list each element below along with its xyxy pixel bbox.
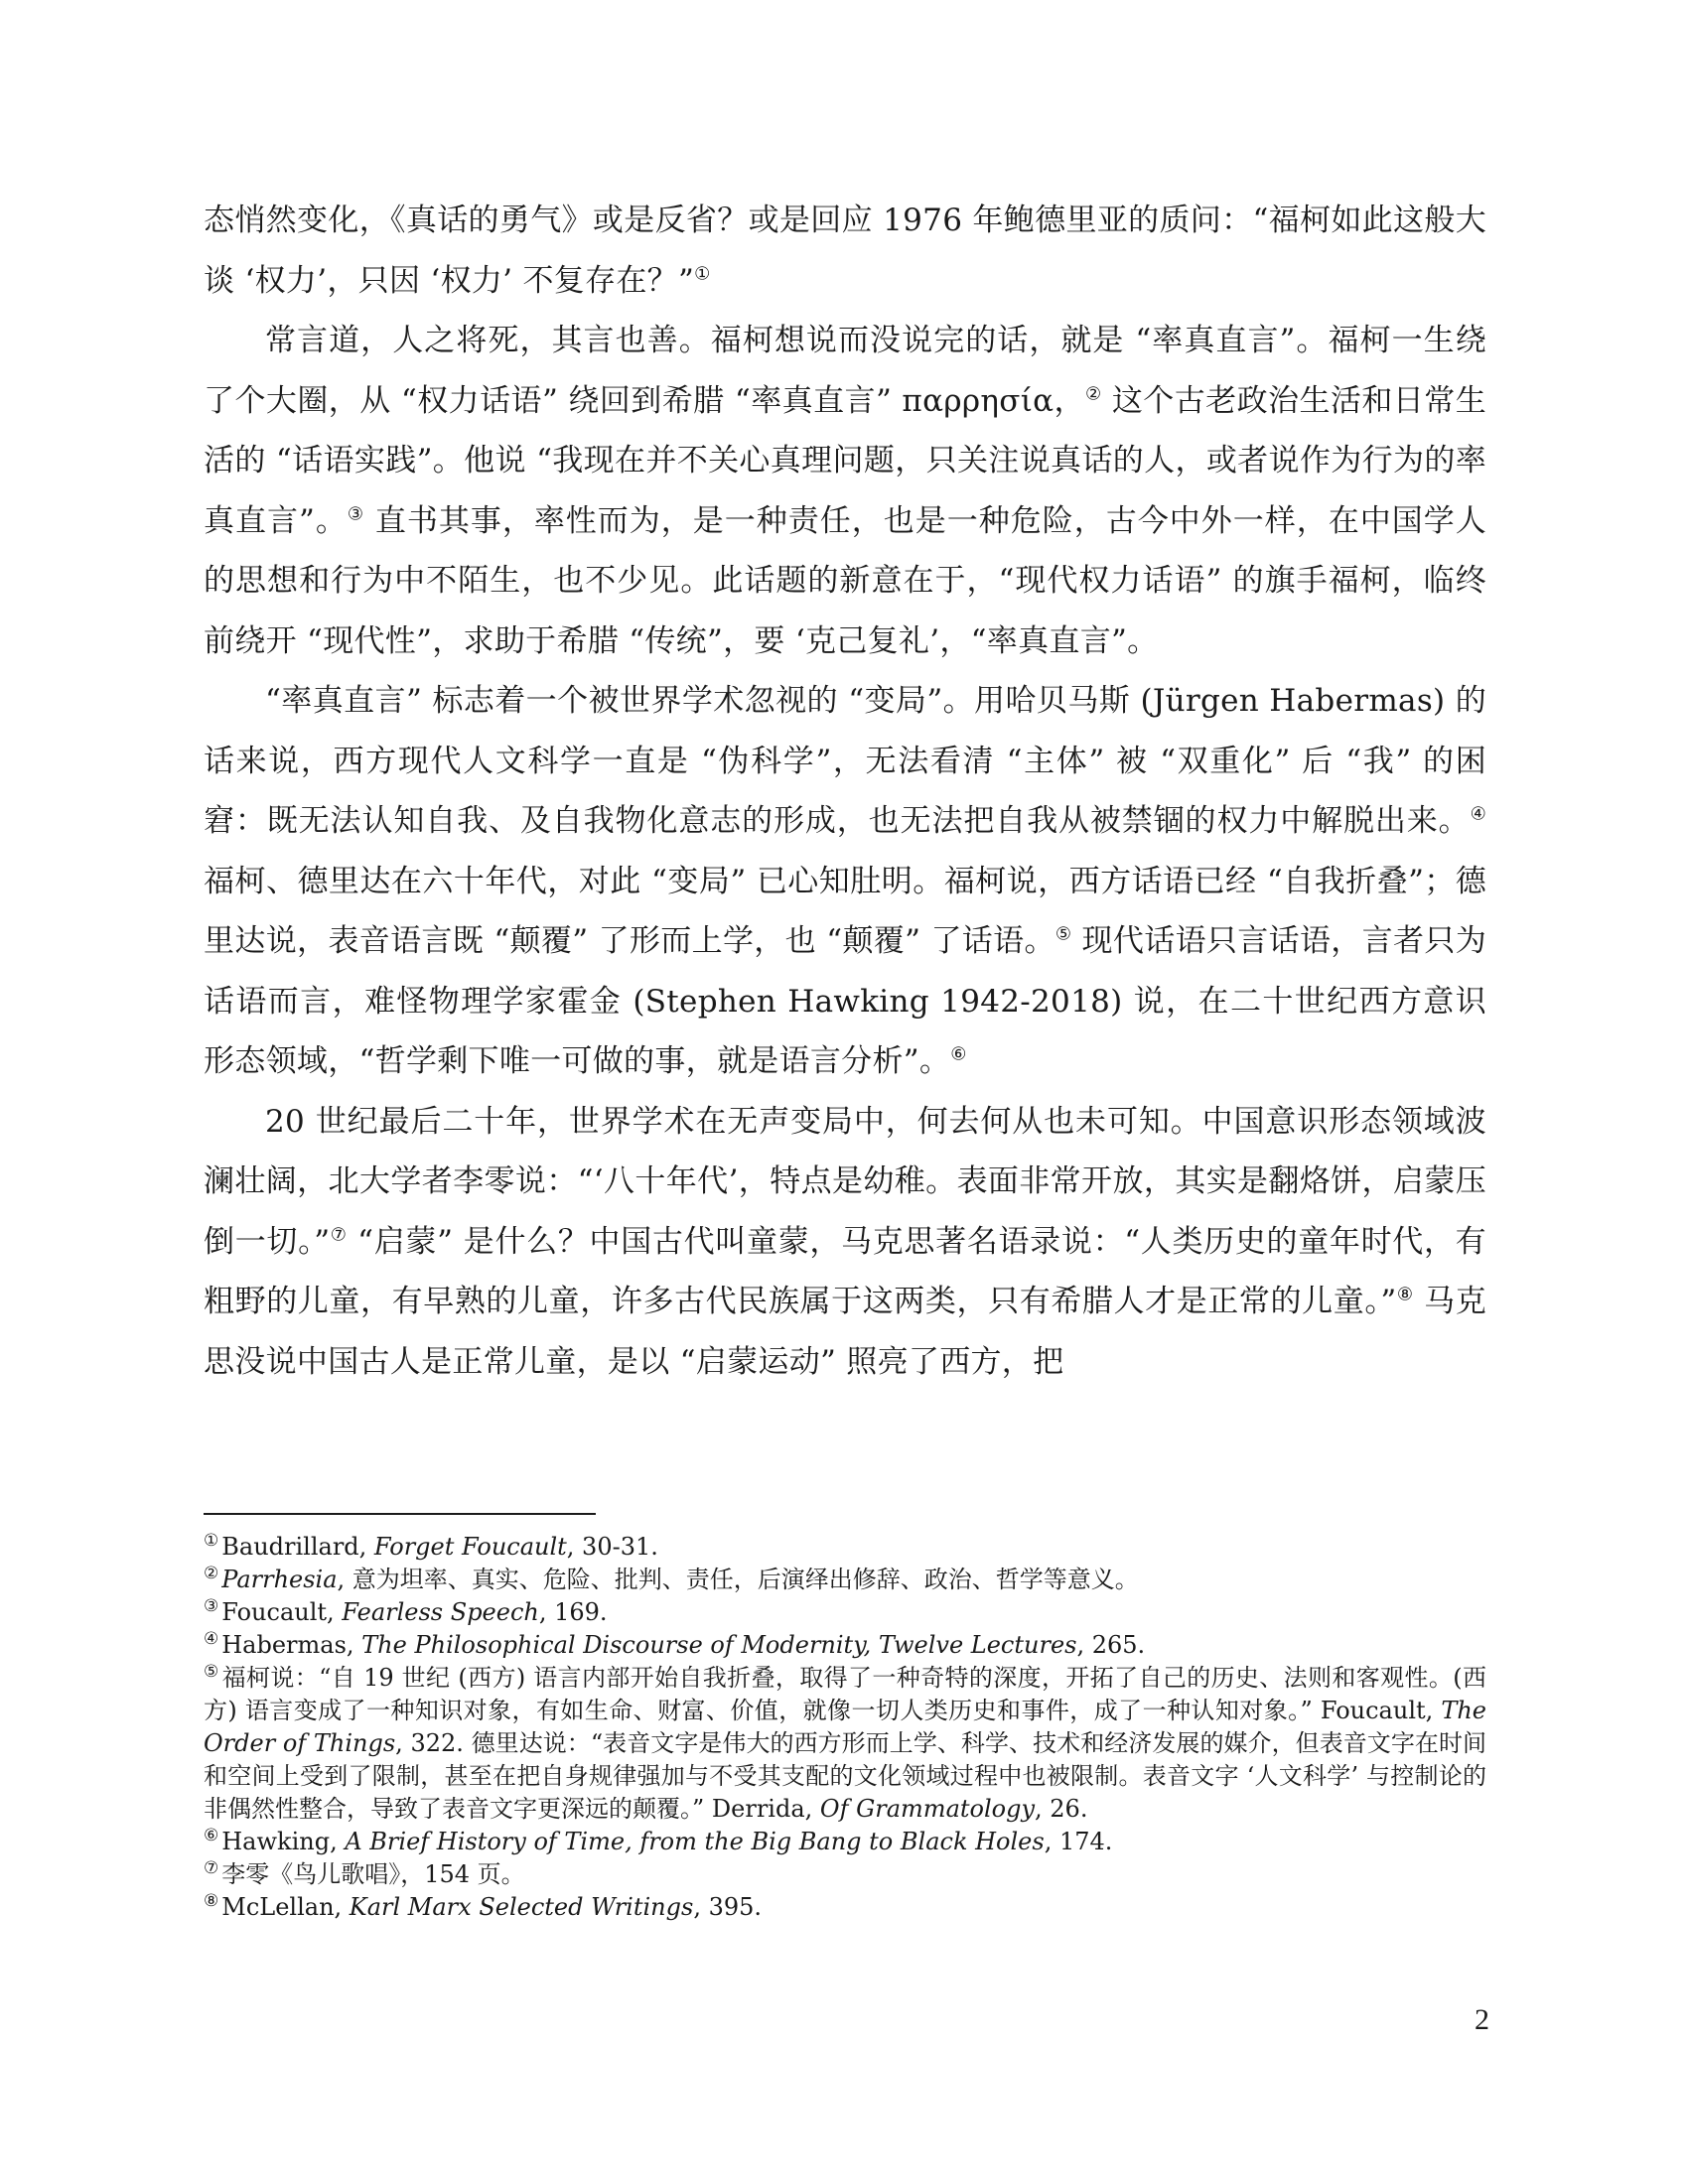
citation-title: Karl Marx Selected Writings — [349, 1893, 694, 1921]
footnote-text: , 169. — [538, 1598, 608, 1626]
citation-title: The Philosophical Discourse of Modernity, Twelve Lectures — [361, 1631, 1077, 1659]
footnote-reference: ③ — [347, 503, 364, 525]
text-run: 直书其事，率性而为，是一种责任，也是一种危险，古今中外一样，在中国学人的思想和行为中不陌生，也不少见。此话题的新意在于，“现代权力话语” 的旗手福柯，临终前绕开 “现代性”，求助于希腊 “传统”，要 ‘克己复礼’，“率真直言”。 — [204, 502, 1487, 659]
page-number: 2 — [1475, 2003, 1489, 2036]
footnote — [204, 1891, 1486, 1924]
footnote — [204, 1662, 1486, 1826]
footnote-text: Foucault, — [221, 1598, 343, 1626]
footnote-marker: ④ — [204, 1629, 219, 1649]
footnote-reference: ⑧ — [1396, 1284, 1414, 1305]
body-paragraph — [204, 311, 1486, 671]
citation-title: Parrhesia — [221, 1566, 338, 1593]
text-run: “启蒙” 是什么？中国古代叫童蒙，马克思著名语录说：“人类历史的童年时代，有粗野的儿童，有早熟的儿童，许多古代民族属于这两类，只有希腊人才是正常的儿童。” — [204, 1223, 1486, 1319]
footnote-reference: ④ — [1470, 803, 1486, 825]
footnote-reference: ⑦ — [330, 1224, 348, 1246]
footnote-text: 福柯说：“自 19 世纪 (西方) 语言内部开始自我折叠，取得了一种奇特的深度，开拓了自己的历史、法则和客观性。(西方) 语言变成了一种知识对象，有如生命、财富、价值，就像一切人类历史和事件，成了一种认知对象。” Foucault, — [204, 1664, 1486, 1724]
citation-title: The Order of Things — [204, 1697, 1486, 1757]
footnote-marker: ③ — [204, 1596, 219, 1616]
footnote-marker: ② — [204, 1564, 219, 1583]
citation-title: A Brief History of Time, from the Big Bang to Black Holes — [345, 1828, 1045, 1855]
footnote-text: , 395. — [693, 1893, 763, 1921]
footnote-text: , 265. — [1076, 1631, 1146, 1659]
footnote-text: 李零《鸟儿歌唱》，154 页。 — [221, 1860, 525, 1888]
footnote — [204, 1531, 1486, 1564]
footnote — [204, 1596, 1486, 1629]
footnote — [204, 1858, 1486, 1891]
footnote-text: , 174. — [1044, 1828, 1113, 1855]
body-paragraph — [204, 1092, 1486, 1393]
footnote-text: , 30-31. — [566, 1533, 658, 1561]
footnote-text: Hawking, — [221, 1828, 346, 1855]
citation-title: Fearless Speech — [342, 1598, 539, 1626]
footnote-marker: ⑦ — [204, 1858, 219, 1878]
footnote-text: , 意为坦率、真实、危险、批判、责任，后演绎出修辞、政治、哲学等意义。 — [337, 1566, 1139, 1593]
text-run: 态悄然变化，《真话的勇气》或是反省？或是回应 1976 年鲍德里亚的质问：“福柯如此这般大谈 ‘权力’，只因 ‘权力’ 不复存在？” — [204, 203, 1486, 299]
footnote — [204, 1629, 1486, 1662]
citation-title: Of Grammatology — [819, 1795, 1036, 1823]
text-run: 20 世纪最后二十年，世界学术在无声变局中，何去何从也未可知。中国意识形态领域波澜壮阔，北大学者李零说：“‘八十年代’，特点是幼稚。表面非常开放，其实是翻烙饼，启蒙压倒一切。” — [204, 1103, 1486, 1260]
footnote-reference: ② — [1084, 383, 1102, 405]
footnote-marker: ⑥ — [204, 1826, 219, 1845]
body-paragraph — [204, 191, 1486, 311]
text-run: 常言道，人之将死，其言也善。福柯想说而没说完的话，就是 “率真直言”。福柯一生绕了个大圈，从 “权力话语” 绕回到希腊 “率真直言” παρρησία， — [204, 323, 1486, 419]
footnote-reference: ⑤ — [1055, 923, 1072, 945]
footnote-reference: ⑥ — [950, 1043, 967, 1065]
footnote-marker: ⑧ — [204, 1891, 219, 1911]
footnote-text: McLellan, — [221, 1893, 350, 1921]
text-run: 现代话语只言话语，言者只为话语而言，难怪物理学家霍金 (Stephen Hawking 1942-2018) 说，在二十世纪西方意识形态领域，“哲学剩下唯一可做的事，就是语言分析”。 — [204, 923, 1486, 1079]
footnote — [204, 1564, 1486, 1596]
footnote-text: Baudrillard, — [221, 1533, 374, 1561]
footnote-text: , 26. — [1035, 1795, 1088, 1823]
citation-title: Forget Foucault — [373, 1533, 567, 1561]
footnote-reference: ① — [694, 263, 711, 285]
text-run: “率真直言” 标志着一个被世界学术忽视的 “变局”。用哈贝马斯 (Jürgen Habermas) 的话来说，西方现代人文科学一直是 “伪科学”，无法看清 “主体” 被 “双重化” 后 “我” 的困窘：既无法认知自我、及自我物化意志的形成，也无法把自我从被禁锢的权力中解脱出来。 — [204, 683, 1486, 839]
footnote — [204, 1826, 1486, 1858]
footnote-text: , 322. 德里达说：“表音文字是伟大的西方形而上学、科学、技术和经济发展的媒介，但表音文字在时间和空间上受到了限制，甚至在把自身规律强加与不受其支配的文化领域过程中也被限制。表音文字 ‘人文科学’ 与控制论的非偶然性整合，导致了表音文字更深远的颠覆。” Derrida, — [204, 1729, 1487, 1823]
text-run: 马克思没说中国古人是正常儿童，是以 “启蒙运动” 照亮了西方，把 — [204, 1284, 1487, 1380]
body-paragraph — [204, 671, 1486, 1092]
footnote-marker: ⑤ — [204, 1662, 219, 1682]
text-run: 福柯、德里达在六十年代，对此 “变局” 已心知肚明。福柯说，西方话语已经 “自我折叠”；德里达说，表音语言既 “颠覆” 了形而上学，也 “颠覆” 了话语。 — [204, 863, 1486, 959]
footnote-marker: ① — [204, 1531, 219, 1551]
footnote-divider — [204, 1513, 596, 1515]
footnotes — [204, 1531, 1486, 1924]
main-text — [204, 191, 1486, 1392]
text-run: 这个古老政治生活和日常生活的 “话语实践”。他说 “我现在并不关心真理问题，只关注说真话的人，或者说作为行为的率真直言”。 — [204, 382, 1486, 539]
footnote-text: Habermas, — [221, 1631, 362, 1659]
